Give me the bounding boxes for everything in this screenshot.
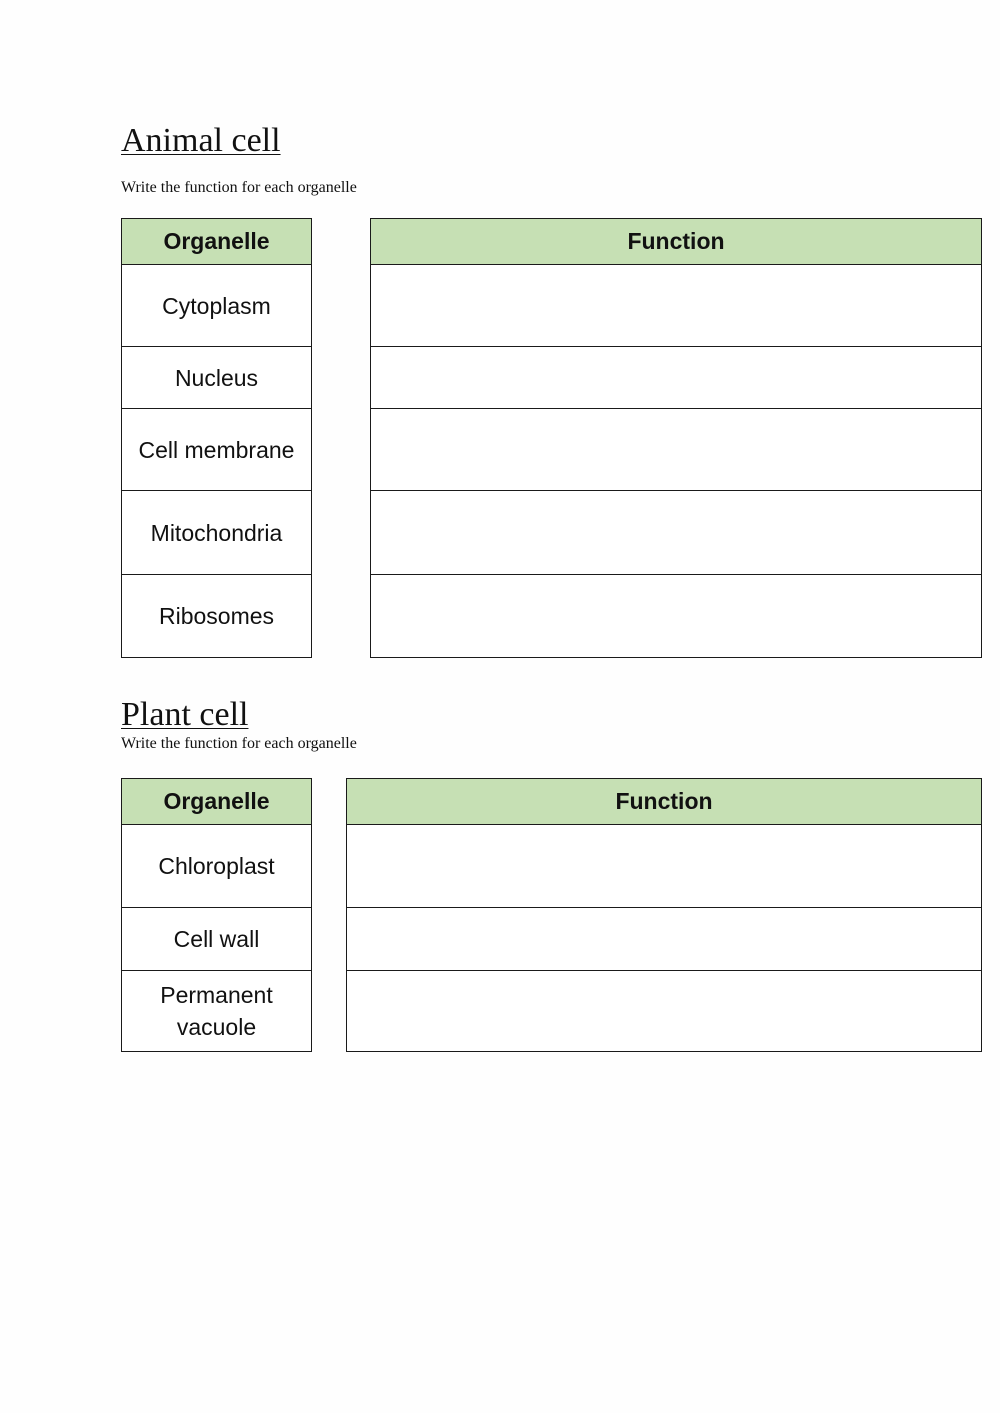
- organelle-label: Nucleus: [174, 364, 259, 391]
- organelle-cell-cell-wall: [122, 908, 311, 971]
- plant-function-table: [346, 778, 982, 1052]
- organelle-cell-permanent-vacuole: [122, 971, 311, 1051]
- function-header: Function: [347, 779, 981, 825]
- organelle-label: Ribosomes: [158, 603, 275, 629]
- organelle-cell-cell-membrane: [122, 409, 311, 491]
- function-answer-cell-cell-membrane[interactable]: [371, 409, 981, 491]
- function-answer-cell-permanent-vacuole[interactable]: [347, 971, 981, 1051]
- plant-organelle-table: [121, 778, 312, 1052]
- organelle-cell-chloroplast: [122, 825, 311, 908]
- function-answer-cell-chloroplast[interactable]: [347, 825, 981, 908]
- organelle-label: Mitochondria: [150, 519, 283, 546]
- function-answer-cell-mitochondria[interactable]: [371, 491, 981, 575]
- function-answer-cell-cytoplasm[interactable]: [371, 265, 981, 347]
- organelle-cell-mitochondria: [122, 491, 311, 575]
- animal-organelle-table: [121, 218, 312, 658]
- animal-instruction: Write the function for each organelle: [121, 179, 357, 196]
- function-answer-cell-cell-wall[interactable]: [347, 908, 981, 971]
- function-answer-cell-ribosomes[interactable]: [371, 575, 981, 657]
- organelle-label: Cytoplasm: [162, 292, 271, 319]
- animal-function-table: [370, 218, 982, 658]
- organelle-cell-nucleus: [122, 347, 311, 409]
- function-header: Function: [371, 219, 981, 265]
- organelle-label: Permanent vacuole: [160, 982, 273, 1040]
- plant-instruction: Write the function for each organelle: [121, 735, 357, 752]
- organelle-label: Cell wall: [173, 926, 260, 952]
- organelle-label: Cell membrane: [138, 436, 295, 463]
- organelle-cell-ribosomes: [122, 575, 311, 657]
- organelle-cell-cytoplasm: [122, 265, 311, 347]
- organelle-label: Chloroplast: [158, 853, 275, 879]
- plant-cell-title: Plant cell: [121, 696, 249, 733]
- animal-cell-title: Animal cell: [121, 122, 281, 159]
- organelle-header: Organelle: [122, 219, 311, 265]
- function-answer-cell-nucleus[interactable]: [371, 347, 981, 409]
- organelle-header: Organelle: [122, 779, 311, 825]
